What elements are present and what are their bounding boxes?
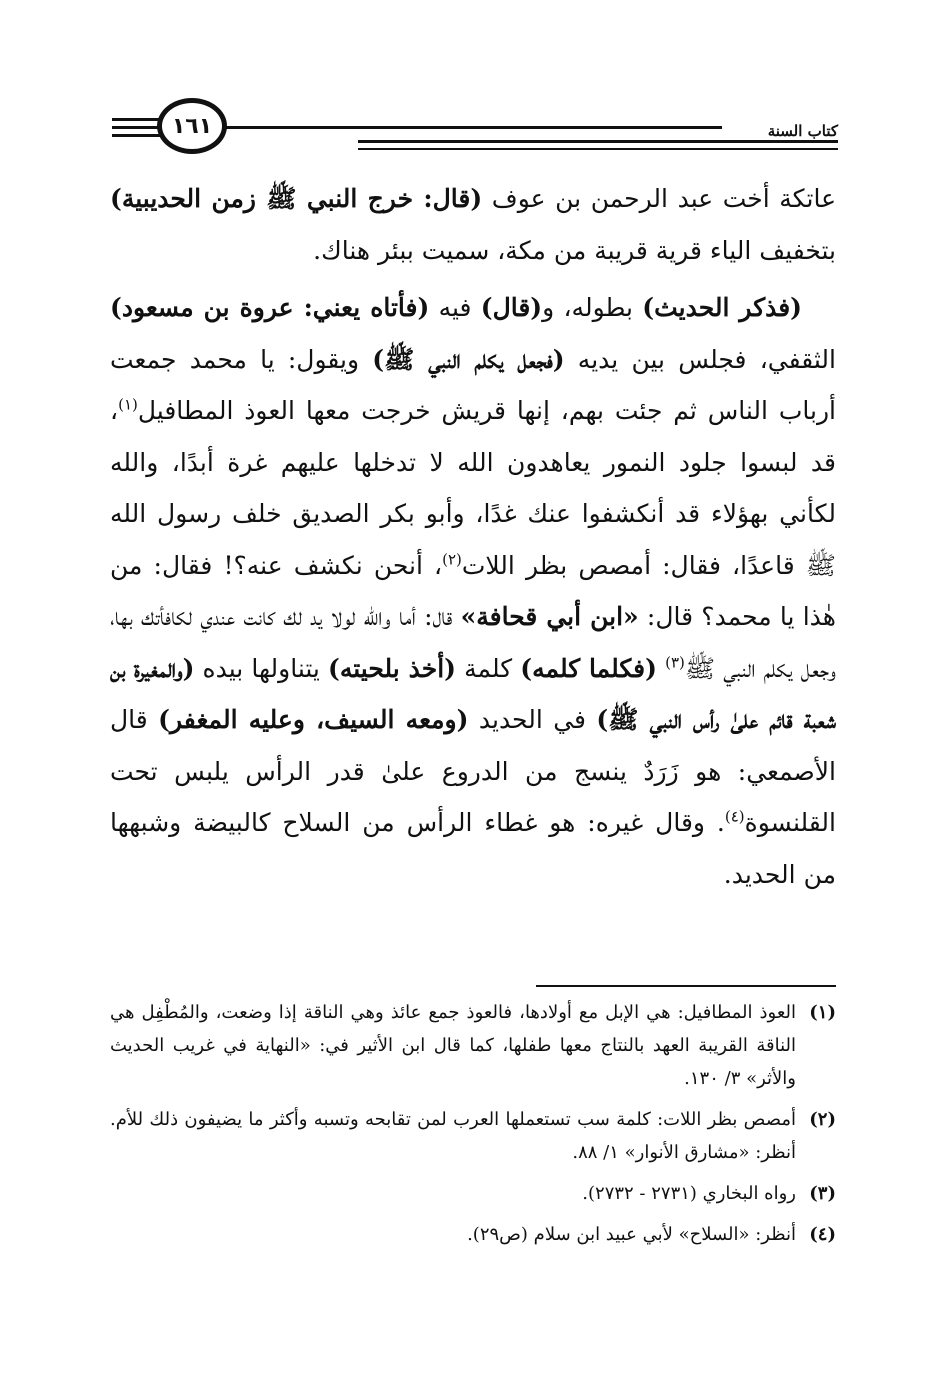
header-rule-center [222,126,722,129]
text-run [657,654,665,683]
footnote-text: أمصص بظر اللات: كلمة سب تستعملها العرب لمن تقابحه وتسبه وأكثر ما يضيفون ذلك للأم. أنظر: «مشارق الأنوار» ١/ ٨٨. [110,1109,796,1163]
footnote-2 [110,1103,836,1169]
text-run: ويقول: يا محمد جمعت أرباب الناس ثم جئت بهم، إنها قريش خرجت معها العوذ المطافيل [110,344,836,425]
text-run: بطوله، و [542,293,643,322]
matn-quote: (والمغيرة بن شعبة قائم علىٰ رأس النبي ﷺ) [110,653,836,734]
header-rule-right [358,140,838,143]
text-run: الثقفي، فجلس بين يديه [564,344,836,374]
main-text [110,173,836,900]
matn-quote: (فذكر الحديث) [642,293,803,322]
footnotes [110,996,836,1259]
paragraph-2 [110,282,836,900]
matn-quote: (فجعل يكلم النبي ﷺ) [372,344,565,374]
text-run: عاتكة أخت عبد الرحمن بن عوف [482,184,836,213]
footnote-1 [110,996,836,1095]
text-run: يتناولها بيده [194,653,329,683]
text-run: ، قد لبسوا جلود النمور يعاهدون الله لا تدخلها عليهم غرة أبدًا، والله لكأني بهؤلاء قد أنكشفوا عنك غدًا، وأبو بكر الصديق خلف رسول الله ﷺ قاعدًا، فقال: أمصص بظر اللات [110,396,836,580]
footnote-ref[interactable]: (١) [118,395,138,414]
footnote-number: (٣) [809,1183,836,1204]
paragraph-1 [110,173,836,276]
footnote-number: (٤) [809,1224,836,1245]
footnote-separator [536,985,836,987]
footnote-ref[interactable]: (٤) [724,807,745,826]
text-run: فيه [429,293,481,322]
footnote-4 [110,1218,836,1251]
text-run: كلمة [455,653,521,683]
text-run: . وقال غيره: هو غطاء الرأس من السلاح كالبيضة وشبهها من الحديد. [110,808,836,889]
footnote-3 [110,1177,836,1210]
page-header [112,96,838,166]
matn-quote: (قال) [480,293,543,322]
footnote-ref[interactable]: (٢) [442,550,462,569]
page-number-badge [157,98,227,154]
matn-quote: «ابن أبي قحافة» [460,602,639,631]
matn-quote: (فكلما كلمه) [520,653,657,683]
page-number: ١٦١ [171,113,213,139]
matn-quote: (ومعه السيف، وعليه المغفر) [158,705,469,734]
text-run: ، أنحن نكشف عنه؟! فقال: من هٰذا يا محمد؟ قال: [110,550,836,631]
text-run: في الحديد [468,705,597,734]
matn-quote: (أخذ بلحيته) [328,653,456,683]
book-title: كتاب السنة [767,122,838,140]
footnote-ref[interactable]: (٣) [665,653,685,672]
matn-quote: (فأتاه يعني: عروة بن مسعود) [110,293,430,322]
text-run: بتخفيف الياء قرية قريبة من مكة، سميت ببئر هناك. [313,235,836,265]
footnote-number: (٢) [809,1109,836,1130]
footnote-text: العوذ المطافيل: هي الإبل مع أولادها، فالعوذ جمع عائذ وهي الناقة إذا وضعت، والمُطْفِل هي الناقة القريبة العهد بالنتاج معها طفلها، كما قال ابن الأثير في: «النهاية في غريب الحديث والأثر» ٣/ ١٣٠. [110,1002,796,1089]
matn-quote: (قال: خرج النبي ﷺ زمن الحديبية) [110,184,483,213]
text-run: قال: أما والله لولا يد لك كانت عندي لكافأتك بها، وجعل يكلم النبي ﷺ [110,602,836,683]
footnote-number: (١) [809,1002,836,1023]
text-run: قال الأصمعي: هو زَرَدٌ ينسج من الدروع علىٰ قدر الرأس يلبس تحت القلنسوة [110,705,836,837]
header-rule-right-lower [358,148,838,150]
footnote-text: رواه البخاري (٢٧٣١ - ٢٧٣٢). [582,1183,796,1204]
footnote-text: أنظر: «السلاح» لأبي عبيد ابن سلام (ص٢٩). [467,1224,796,1245]
